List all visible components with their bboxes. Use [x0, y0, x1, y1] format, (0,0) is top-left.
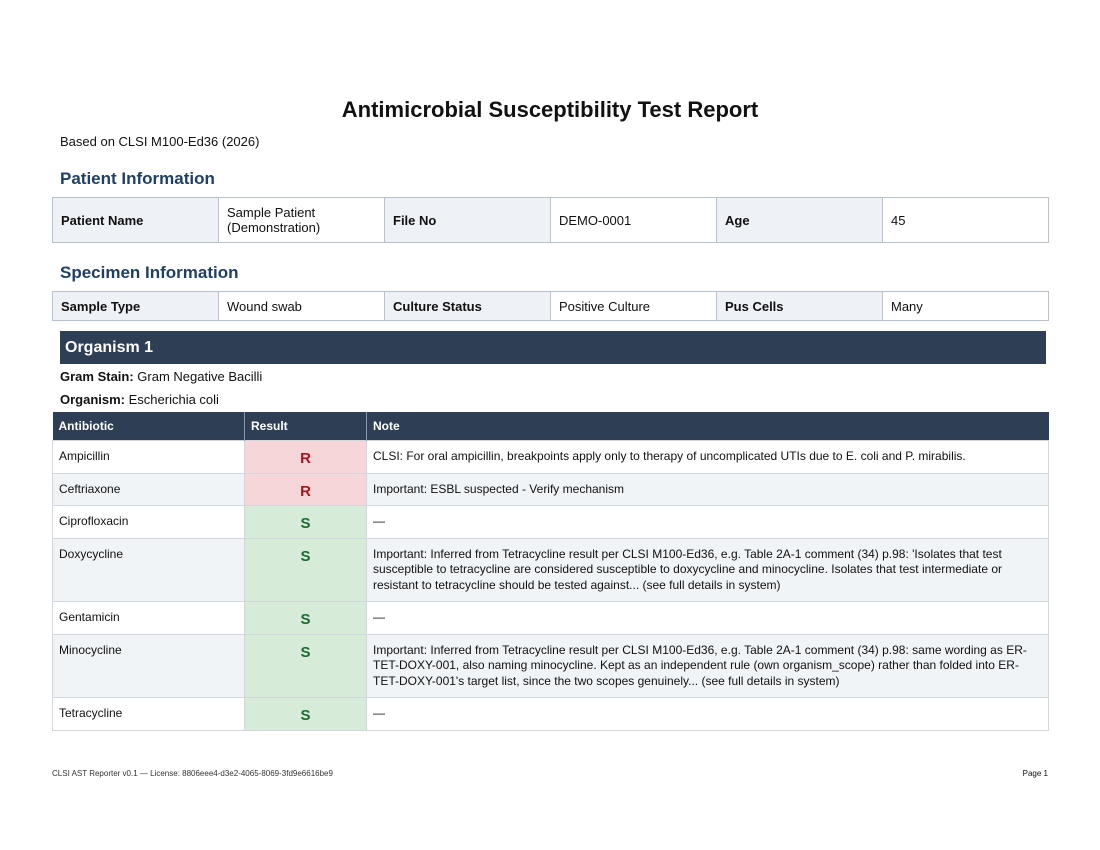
result-cell: S — [245, 634, 367, 698]
table-row — [53, 634, 1049, 698]
organism-line — [60, 392, 219, 407]
footer-page-number: Page 1 — [1022, 769, 1048, 778]
result-cell: S — [245, 698, 367, 731]
age-label: Age — [717, 198, 883, 243]
culture-status-label: Culture Status — [385, 292, 551, 321]
result-cell: S — [245, 538, 367, 602]
culture-status-value: Positive Culture — [551, 292, 717, 321]
column-header-note: Note — [367, 412, 1049, 441]
patient-name-value — [219, 198, 385, 243]
antibiotic-cell: Ceftriaxone — [53, 473, 245, 506]
report-title: Antimicrobial Susceptibility Test Report — [341, 97, 759, 122]
report-subtitle: Based on CLSI M100-Ed36 (2026) — [60, 134, 260, 149]
column-header-antibiotic: Antibiotic — [53, 412, 245, 441]
footer-license: CLSI AST Reporter v0.1 — License: 8806eee4-d3e2-4065-8069-3fd9e6616be9 — [52, 769, 333, 778]
patient-info-table — [52, 197, 1049, 243]
organism-value: Escherichia coli — [125, 392, 219, 407]
table-row — [53, 506, 1049, 539]
file-no-label: File No — [385, 198, 551, 243]
susceptibility-table — [52, 412, 1049, 731]
specimen-info-heading: Specimen Information — [60, 263, 239, 282]
result-cell: R — [245, 473, 367, 506]
gram-stain-line — [60, 369, 262, 384]
note-cell: — — [367, 602, 1049, 635]
table-row — [53, 538, 1049, 602]
specimen-info-row — [53, 292, 1049, 321]
organism-label: Organism: — [60, 392, 126, 407]
patient-name-line1: Sample Patient — [227, 205, 316, 220]
result-cell: S — [245, 506, 367, 539]
pus-cells-value: Many — [883, 292, 1049, 321]
note-cell: — — [367, 698, 1049, 731]
antibiotic-cell: Ampicillin — [53, 441, 245, 474]
column-header-result: Result — [245, 412, 367, 441]
antibiotic-cell: Gentamicin — [53, 602, 245, 635]
patient-info-row — [53, 198, 1049, 243]
note-cell: CLSI: For oral ampicillin, breakpoints apply only to therapy of uncomplicated UTIs due to E. coli and P. mirabilis. — [367, 441, 1049, 474]
antibiotic-cell: Ciprofloxacin — [53, 506, 245, 539]
antibiotic-cell: Minocycline — [53, 634, 245, 698]
note-cell: Important: Inferred from Tetracycline result per CLSI M100-Ed36, e.g. Table 2A-1 comment (34) p.98: same wording as ER-TET-DOXY-001, also naming minocycline. Kept as an independent rule (own organism_scope) rather than folded into ER-TET-DOXY-001's target list, since the two scopes genuinely... (see full details in system) — [367, 634, 1049, 698]
antibiotic-cell: Tetracycline — [53, 698, 245, 731]
pus-cells-label: Pus Cells — [717, 292, 883, 321]
sample-type-label: Sample Type — [53, 292, 219, 321]
note-cell: Important: ESBL suspected - Verify mechanism — [367, 473, 1049, 506]
table-row — [53, 698, 1049, 731]
patient-name-label: Patient Name — [53, 198, 219, 243]
note-cell: Important: Inferred from Tetracycline result per CLSI M100-Ed36, e.g. Table 2A-1 comment (34) p.98: 'Isolates that test susceptible to tetracycline are considered susceptible to doxycycline and minocycline. Isolates that test intermediate or resistant to tetracycline should be tested against... (see full details in system) — [367, 538, 1049, 602]
sample-type-value: Wound swab — [219, 292, 385, 321]
table-row — [53, 473, 1049, 506]
table-row — [53, 602, 1049, 635]
antibiotic-cell: Doxycycline — [53, 538, 245, 602]
result-cell: S — [245, 602, 367, 635]
age-value: 45 — [883, 198, 1049, 243]
gram-stain-label: Gram Stain: — [60, 369, 134, 384]
patient-name-line2: (Demonstration) — [227, 220, 321, 235]
organism-header: Organism 1 — [60, 331, 1046, 364]
note-cell: — — [367, 506, 1049, 539]
table-row — [53, 441, 1049, 474]
specimen-info-table — [52, 291, 1049, 321]
table-header-row — [53, 412, 1049, 441]
patient-info-heading: Patient Information — [60, 169, 215, 188]
result-cell: R — [245, 441, 367, 474]
file-no-value: DEMO-0001 — [551, 198, 717, 243]
gram-stain-value: Gram Negative Bacilli — [133, 369, 263, 384]
